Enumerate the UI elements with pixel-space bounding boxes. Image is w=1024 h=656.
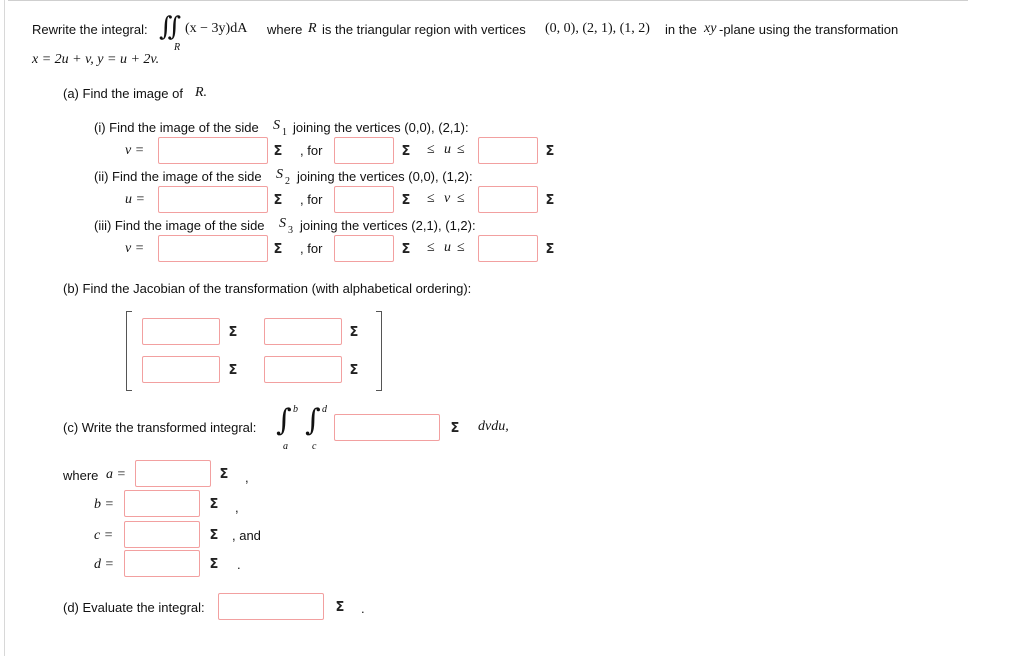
- matrix-left-bracket: [126, 311, 132, 391]
- sigma-icon[interactable]: Σ: [273, 143, 283, 159]
- sigma-icon[interactable]: Σ: [209, 527, 219, 543]
- sigma-icon[interactable]: Σ: [209, 496, 219, 512]
- item-1-text: (i) Find the image of the side: [94, 120, 259, 135]
- item-3-side-sub: 3: [288, 225, 293, 236]
- a-input[interactable]: [135, 460, 211, 487]
- item-2-answer-input[interactable]: [158, 186, 268, 213]
- item-1-side-sub: 1: [282, 127, 287, 138]
- transformation: x = 2u + v, y = u + 2v.: [32, 52, 160, 67]
- sigma-icon[interactable]: Σ: [349, 324, 359, 340]
- b-input[interactable]: [124, 490, 200, 517]
- part-d-title: (d) Evaluate the integral:: [63, 600, 205, 615]
- plane-tail: -plane using the transformation: [719, 22, 899, 37]
- leq-symbol: ≤: [457, 142, 465, 157]
- item-1-upper-input[interactable]: [478, 137, 538, 164]
- matrix-right-bracket: [376, 311, 382, 391]
- sigma-icon[interactable]: Σ: [209, 556, 219, 572]
- comma: ,: [245, 470, 249, 485]
- region-description: is the triangular region with vertices: [322, 22, 526, 37]
- where-word: where: [267, 22, 303, 37]
- item-2-var: u =: [125, 192, 145, 207]
- leq-symbol: ≤: [427, 240, 435, 255]
- item-1-rest: joining the vertices (0,0), (2,1):: [293, 120, 469, 135]
- part-a-R: R.: [195, 85, 208, 100]
- inner-lower-limit: c: [312, 441, 317, 452]
- left-divider: [4, 0, 5, 656]
- item-2-side-sub: 2: [285, 176, 290, 187]
- period: .: [361, 601, 365, 616]
- item-3-side: S: [279, 216, 286, 231]
- region-subscript: R: [174, 42, 181, 53]
- item-2-side: S: [276, 167, 283, 182]
- item-2-lower-input[interactable]: [334, 186, 394, 213]
- sigma-icon[interactable]: Σ: [401, 241, 411, 257]
- sigma-icon[interactable]: Σ: [219, 466, 229, 482]
- leq-symbol: ≤: [427, 191, 435, 206]
- comma: ,: [235, 500, 239, 515]
- period: .: [237, 557, 241, 572]
- jacobian-r1c1-input[interactable]: [142, 318, 220, 345]
- outer-upper-limit: b: [293, 404, 298, 415]
- part-a-title: (a) Find the image of: [63, 86, 183, 101]
- a-var: a =: [106, 467, 126, 482]
- item-3-for: , for: [300, 241, 323, 256]
- inner-upper-limit: d: [322, 404, 327, 415]
- sigma-icon[interactable]: Σ: [335, 599, 345, 615]
- jacobian-r1c2-input[interactable]: [264, 318, 342, 345]
- part-b-title: (b) Find the Jacobian of the transformation (with alphabetical ordering):: [63, 281, 472, 296]
- item-3-bound-var: u: [444, 240, 451, 255]
- item-1-bound-var: u: [444, 142, 451, 157]
- jacobian-r2c2-input[interactable]: [264, 356, 342, 383]
- leq-symbol: ≤: [427, 142, 435, 157]
- and-text: , and: [232, 528, 261, 543]
- prompt-prefix: Rewrite the integral:: [32, 22, 148, 37]
- leq-symbol: ≤: [457, 191, 465, 206]
- c-var: c =: [94, 528, 114, 543]
- sigma-icon[interactable]: Σ: [450, 420, 460, 436]
- item-1-lower-input[interactable]: [334, 137, 394, 164]
- sigma-icon[interactable]: Σ: [273, 192, 283, 208]
- integrand: (x − 3y)dA: [185, 21, 248, 36]
- evaluate-input[interactable]: [218, 593, 324, 620]
- leq-symbol: ≤: [457, 240, 465, 255]
- sigma-icon[interactable]: Σ: [545, 192, 555, 208]
- double-integral-sign: ∬: [159, 12, 182, 42]
- jacobian-r2c1-input[interactable]: [142, 356, 220, 383]
- item-3-answer-input[interactable]: [158, 235, 268, 262]
- item-1-var: v =: [125, 143, 145, 158]
- item-3-lower-input[interactable]: [334, 235, 394, 262]
- sigma-icon[interactable]: Σ: [349, 362, 359, 378]
- item-2-bound-var: v: [444, 191, 451, 206]
- item-2-for: , for: [300, 192, 323, 207]
- item-1-answer-input[interactable]: [158, 137, 268, 164]
- sigma-icon[interactable]: Σ: [545, 241, 555, 257]
- sigma-icon[interactable]: Σ: [228, 324, 238, 340]
- item-1-for: , for: [300, 143, 323, 158]
- item-3-rest: joining the vertices (2,1), (1,2):: [300, 218, 476, 233]
- item-2-upper-input[interactable]: [478, 186, 538, 213]
- item-3-var: v =: [125, 241, 145, 256]
- c-input[interactable]: [124, 521, 200, 548]
- sigma-icon[interactable]: Σ: [401, 143, 411, 159]
- item-3-upper-input[interactable]: [478, 235, 538, 262]
- item-2-rest: joining the vertices (0,0), (1,2):: [297, 169, 473, 184]
- top-divider: [8, 0, 968, 1]
- d-var: d =: [94, 557, 114, 572]
- inner-integral-sign: ∫: [305, 403, 321, 438]
- outer-lower-limit: a: [283, 441, 288, 452]
- sigma-icon[interactable]: Σ: [228, 362, 238, 378]
- in-the: in the: [665, 22, 697, 37]
- sigma-icon[interactable]: Σ: [401, 192, 411, 208]
- part-c-title: (c) Write the transformed integral:: [63, 420, 257, 435]
- d-input[interactable]: [124, 550, 200, 577]
- item-3-text: (iii) Find the image of the side: [94, 218, 265, 233]
- b-var: b =: [94, 497, 114, 512]
- region-R: R: [308, 21, 317, 36]
- where-label: where: [63, 468, 99, 483]
- plane-xy: xy: [704, 21, 717, 36]
- integrand-input[interactable]: [334, 414, 440, 441]
- vertices: (0, 0), (2, 1), (1, 2): [545, 21, 650, 36]
- sigma-icon[interactable]: Σ: [273, 241, 283, 257]
- sigma-icon[interactable]: Σ: [545, 143, 555, 159]
- item-2-text: (ii) Find the image of the side: [94, 169, 262, 184]
- differential: dvdu,: [478, 419, 509, 434]
- item-1-side: S: [273, 118, 280, 133]
- outer-integral-sign: ∫: [276, 403, 292, 438]
